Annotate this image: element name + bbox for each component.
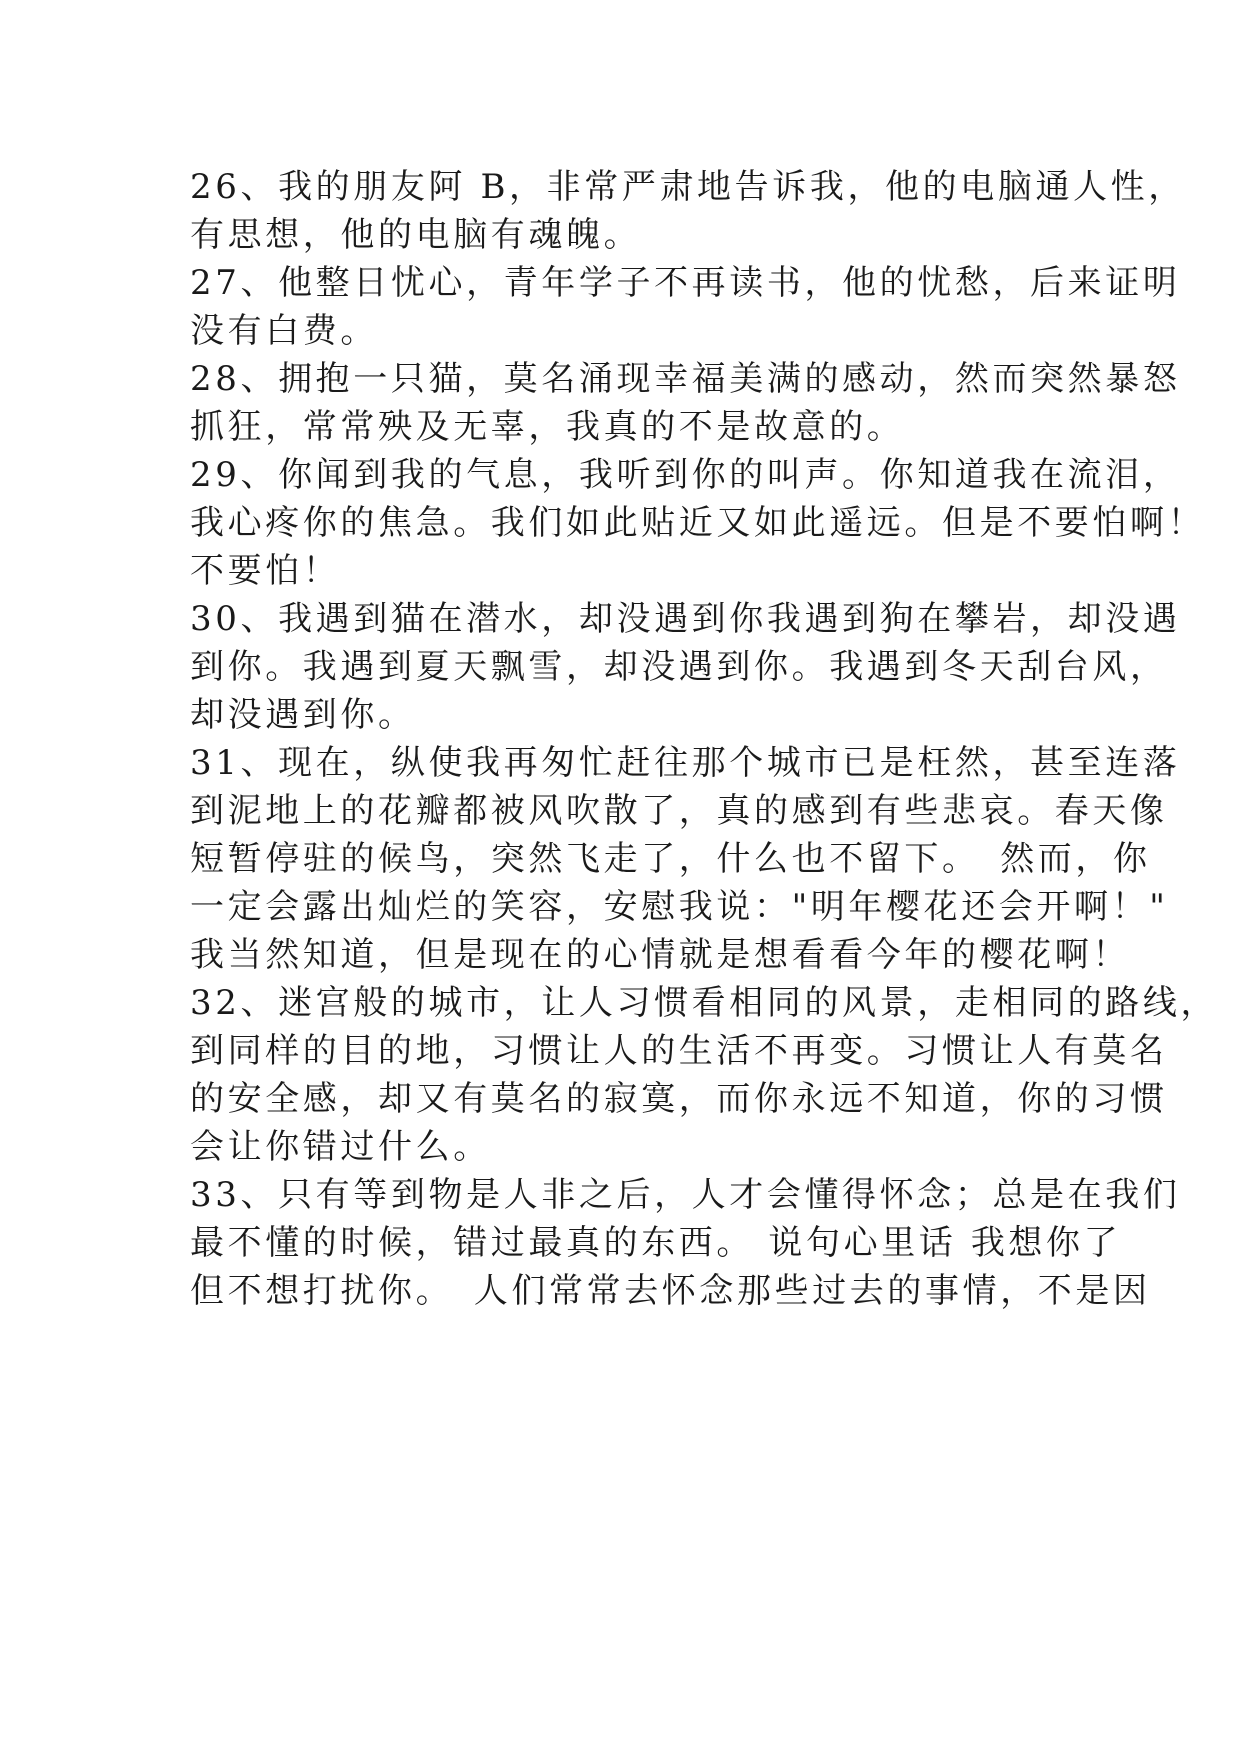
text-line: 却没遇到你。 [190, 695, 416, 735]
text-line: 33、只有等到物是人非之后，人才会懂得怀念；总是在我们 [190, 1175, 1181, 1215]
text-line: 29、你闻到我的气息，我听到你的叫声。你知道我在流泪， [190, 455, 1181, 495]
text-line: 有思想，他的电脑有魂魄。 [190, 215, 642, 255]
text-line: 32、迷宫般的城市，让人习惯看相同的风景，走相同的路线， [190, 983, 1219, 1023]
text-line: 26、我的朋友阿 B，非常严肃地告诉我，他的电脑通人性， [190, 167, 1186, 207]
text-line: 到泥地上的花瓣都被风吹散了，真的感到有些悲哀。春天像 [190, 791, 1168, 831]
text-line: 没有白费。 [190, 311, 378, 351]
text-line: 31、现在，纵使我再匆忙赶往那个城市已是枉然，甚至连落 [190, 743, 1181, 783]
text-line: 但不想打扰你。 人们常常去怀念那些过去的事情，不是因 [190, 1271, 1151, 1311]
text-line: 会让你错过什么。 [190, 1127, 491, 1167]
text-line: 的安全感，却又有莫名的寂寞，而你永远不知道，你的习惯 [190, 1079, 1168, 1119]
text-line: 27、他整日忧心，青年学子不再读书，他的忧愁，后来证明 [190, 263, 1181, 303]
text-line: 30、我遇到猫在潜水，却没遇到你我遇到狗在攀岩，却没遇 [190, 599, 1181, 639]
text-line: 抓狂，常常殃及无辜，我真的不是故意的。 [190, 407, 905, 447]
text-line: 到同样的目的地，习惯让人的生活不再变。习惯让人有莫名 [190, 1031, 1168, 1071]
text-line: 28、拥抱一只猫，莫名涌现幸福美满的感动，然而突然暴怒 [190, 359, 1181, 399]
text-line: 到你。我遇到夏天飘雪，却没遇到你。我遇到冬天刮台风， [190, 647, 1168, 687]
text-line: 我当然知道，但是现在的心情就是想看看今年的樱花啊！ [190, 935, 1130, 975]
text-line: 我心疼你的焦急。我们如此贴近又如此遥远。但是不要怕啊！ [190, 503, 1206, 543]
text-line: 短暂停驻的候鸟，突然飞走了，什么也不留下。 然而，你 [190, 839, 1151, 879]
text-line: 最不懂的时候，错过最真的东西。 说句心里话 我想你了 [190, 1223, 1122, 1263]
text-line: 一定会露出灿烂的笑容，安慰我说："明年樱花还会开啊！" [190, 887, 1169, 927]
text-line: 不要怕！ [190, 551, 341, 591]
